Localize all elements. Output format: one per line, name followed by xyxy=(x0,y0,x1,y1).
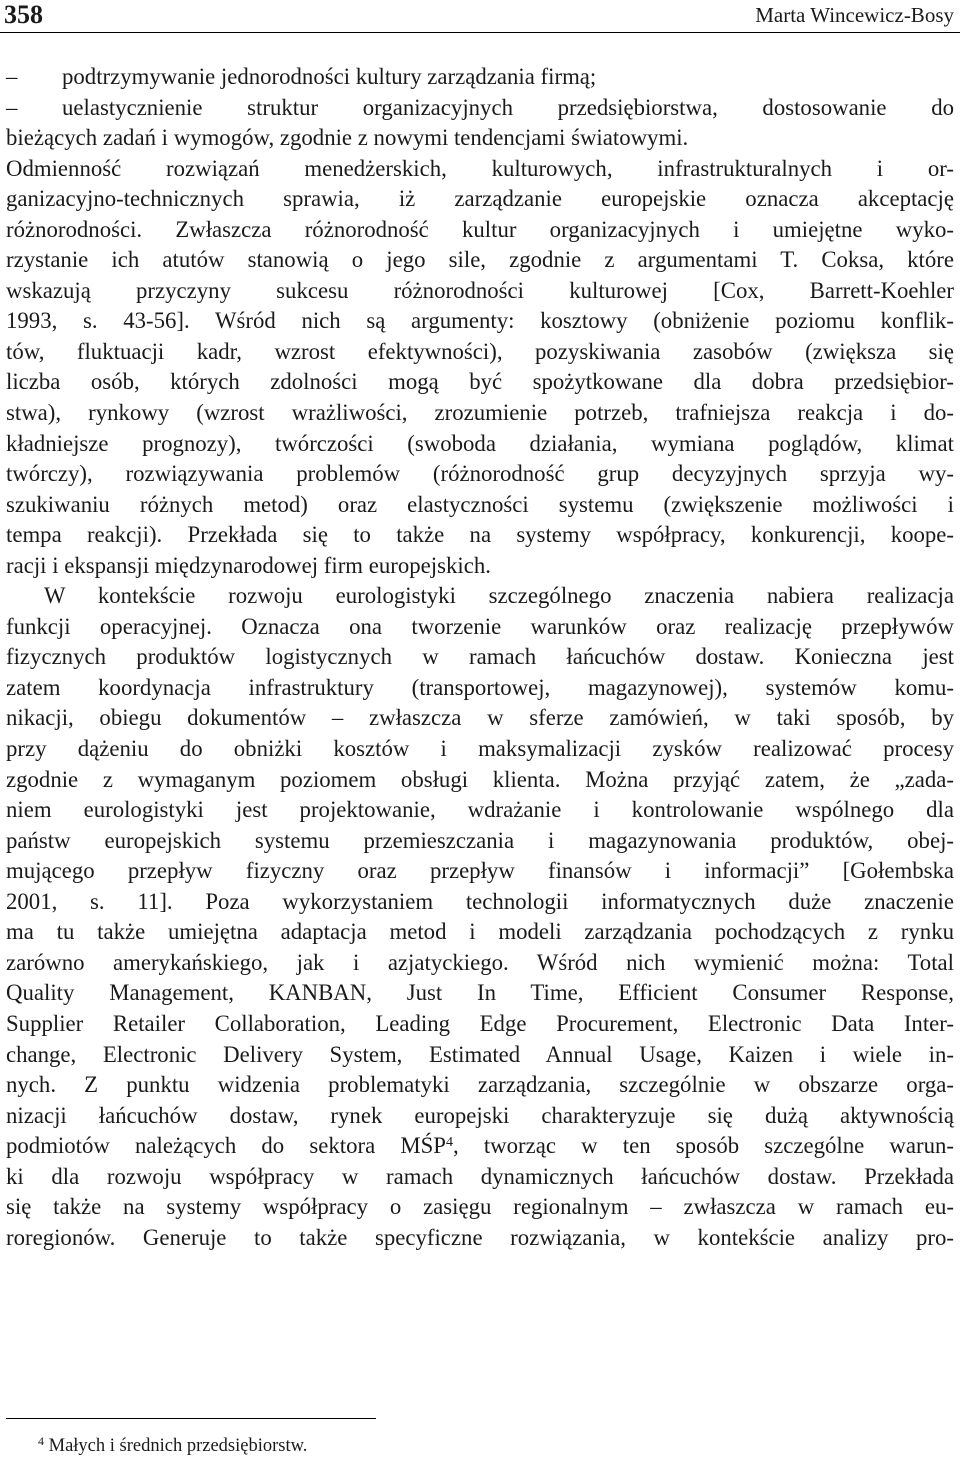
text-line: kładniejsze prognozy), twórczości (swoboda działania, wymiana poglądów, klimat xyxy=(6,430,954,456)
footnote xyxy=(38,1434,307,1458)
text-line: liczba osób, których zdolności mogą być spożytkowane dla dobra przedsiębior- xyxy=(6,369,954,395)
text-line: racji i ekspansji międzynarodowej firm europejskich. xyxy=(6,552,491,578)
text-line: szukiwaniu różnych metod) oraz elastyczności systemu (zwiększenie możliwości i xyxy=(6,491,954,517)
page-number: 358 xyxy=(4,0,43,29)
text-line: się także na systemy współpracy o zasięgu regionalnym – zwłaszcza w ramach eu- xyxy=(6,1194,954,1220)
text-line: stwa), rynkowy (wzrost wrażliwości, zrozumienie potrzeb, trafniejsza reakcja i do- xyxy=(6,400,954,426)
text-line: 2001, s. 11]. Poza wykorzystaniem technologii informatycznych duże znaczenie xyxy=(6,888,954,914)
text-line: nych. Z punktu widzenia problematyki zarządzania, szczególnie w obszarze orga- xyxy=(6,1072,954,1098)
bullet-item xyxy=(6,62,954,93)
text-line-with-footnote-ref xyxy=(6,1131,954,1162)
text-line: niem eurologistyki jest projektowanie, wdrażanie i kontrolowanie wspólnego dla xyxy=(6,797,954,823)
text-line: twórczy), rozwiązywania problemów (różnorodność grup decyzyjnych sprzyja wy- xyxy=(6,461,954,487)
text-line: Odmienność rozwiązań menedżerskich, kulturowych, infrastrukturalnych i or- xyxy=(6,155,954,181)
text-line: fizycznych produktów logistycznych w ramach łańcuchów dostaw. Konieczna jest xyxy=(6,644,954,670)
text-line: nikacji, obiegu dokumentów – zwłaszcza w sferze zamówień, w taki sposób, by xyxy=(6,705,954,731)
text-line: zarówno amerykańskiego, jak i azjatyckiego. Wśród nich wymienić można: Total xyxy=(6,949,954,975)
text-line: Supplier Retailer Collaboration, Leading Edge Procurement, Electronic Data Inter- xyxy=(6,1010,954,1036)
paragraph-first-line: W kontekście rozwoju eurologistyki szczególnego znaczenia nabiera realizacja xyxy=(44,583,954,609)
text-line: zgodnie z wymaganym poziomem obsługi klienta. Można przyjąć zatem, że „zada- xyxy=(6,766,954,792)
running-head-author: Marta Wincewicz-Bosy xyxy=(755,3,954,27)
text-line: wskazują przyczyny sukcesu różnorodności kulturowej [Cox, Barrett-Koehler xyxy=(6,277,954,303)
footnote-separator xyxy=(6,1418,376,1419)
bullet-text: uelastycznienie struktur organizacyjnych przedsiębiorstwa, dostosowanie do xyxy=(62,94,954,120)
running-header xyxy=(0,0,960,33)
bullet-dash: – xyxy=(6,64,18,89)
text-line: zatem koordynacja infrastruktury (transportowej, magazynowej), systemów komu- xyxy=(6,674,954,700)
text-line: bieżących zadań i wymogów, zgodnie z nowymi tendencjami światowymi. xyxy=(6,125,689,151)
text-line: Quality Management, KANBAN, Just In Time, Efficient Consumer Response, xyxy=(6,980,954,1006)
text-line: ganizacyjno-technicznych sprawia, iż zarządzanie europejskie oznacza akceptację xyxy=(6,186,954,212)
text-line: change, Electronic Delivery System, Estimated Annual Usage, Kaizen i wiele in- xyxy=(6,1041,954,1067)
text-line: różnorodności. Zwłaszcza różnorodność kultur organizacyjnych i umiejętne wyko- xyxy=(6,216,954,242)
text-line: przy dążeniu do obniżki kosztów i maksymalizacji zysków realizować procesy xyxy=(6,736,954,762)
text-line: tów, fluktuacji kadr, wzrost efektywności), pozyskiwania zasobów (zwiększa się xyxy=(6,338,954,364)
text-line: państw europejskich systemu przemieszczania i magazynowania produktów, obej- xyxy=(6,827,954,853)
text-segment: , tworząc w ten sposób szczególne warun- xyxy=(452,1133,954,1159)
footnote-marker: 4 xyxy=(38,1434,44,1448)
bullet-dash: – xyxy=(6,94,18,120)
text-line: tempa reakcji). Przekłada się to także na systemy współpracy, konkurencji, koope- xyxy=(6,522,954,548)
text-line: funkcji operacyjnej. Oznacza ona tworzenie warunków oraz realizację przepływów xyxy=(6,613,954,639)
text-line: ma tu także umiejętna adaptacja metod i modeli zarządzania pochodzących z rynku xyxy=(6,919,954,945)
bullet-item xyxy=(6,93,954,124)
text-line: mującego przepływ fizyczny oraz przepływ finansów i informacji” [Gołembska xyxy=(6,858,954,884)
footnote-text: Małych i średnich przedsiębiorstw. xyxy=(48,1436,308,1456)
text-line: rzystanie ich atutów stanowią o jego sile, zgodnie z argumentami T. Coksa, które xyxy=(6,247,954,273)
bullet-text: podtrzymywanie jednorodności kultury zarządzania firmą; xyxy=(62,64,597,89)
text-line: ki dla rozwoju współpracy w ramach dynamicznych łańcuchów dostaw. Przekłada xyxy=(6,1163,954,1189)
text-line: 1993, s. 43-56]. Wśród nich są argumenty: kosztowy (obniżenie poziomu konflik- xyxy=(6,308,954,334)
text-segment: podmiotów należących do sektora MŚP xyxy=(6,1133,446,1159)
text-line: roregionów. Generuje to także specyficzne rozwiązania, w kontekście analizy pro- xyxy=(6,1224,954,1250)
text-line: nizacji łańcuchów dostaw, rynek europejski charakteryzuje się dużą aktywnością xyxy=(6,1102,954,1128)
footnote-reference: 4 xyxy=(445,1135,453,1151)
body-text xyxy=(6,62,954,1253)
